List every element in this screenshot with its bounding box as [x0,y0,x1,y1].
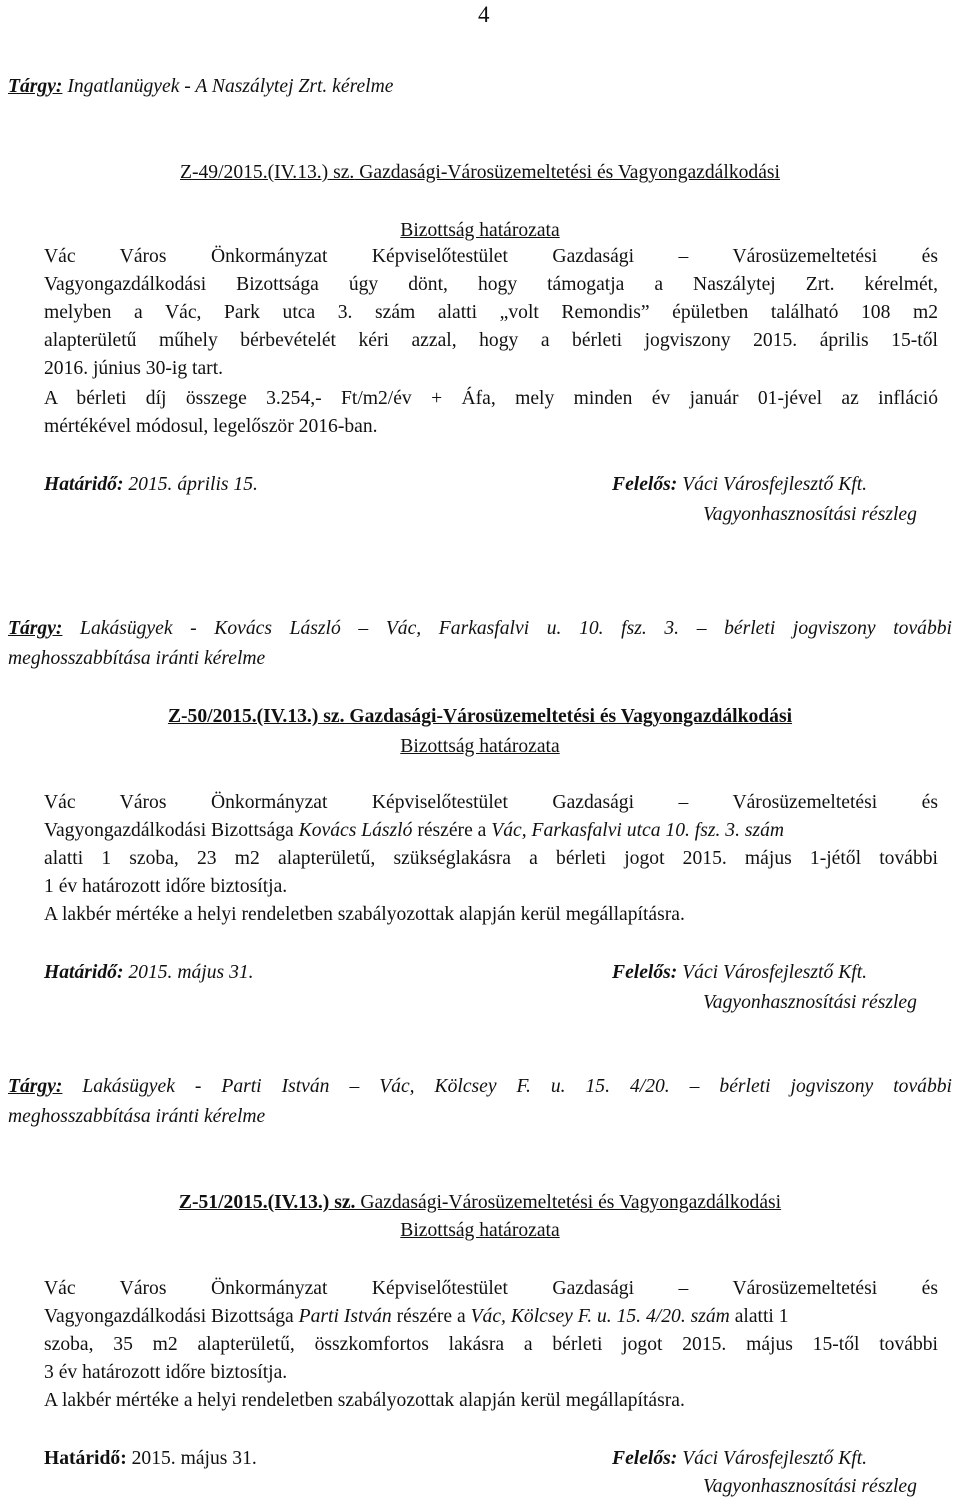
resolution-number [0,160,960,186]
subject-text: Lakásügyek - Parti István – Vác, Kölcsey F. u. 15. 4/20. – bérleti jogviszony további [82,1076,952,1097]
body-line-3: szoba, 35 m2 alapterületű, összkomfortos lakásra a bérleti jogot 2015. május 15-től további [44,1334,938,1355]
deadline-label: Határidő: [44,1448,127,1469]
resolution-title: Bizottság határozata [400,1220,560,1241]
responsible [612,1446,932,1472]
responsible [612,472,932,498]
address: Vác, Farkasfalvi utca 10. fsz. 3. szám [491,820,785,841]
deadline [44,960,444,986]
body-line-1: Vác Város Önkormányzat Képviselőtestület Gazdasági – Városüzemeltetési és [44,1278,938,1299]
deadline [44,472,444,498]
committee-name: Gazdasági-Városüzemeltetési és Vagyongazdálkodási [354,162,780,183]
body-text: alatti 1 [729,1306,789,1327]
responsible-label: Felelős: [612,962,678,983]
body-line-2 [44,1304,938,1330]
body-line-2 [44,818,938,844]
subject-label: Tárgy: [8,76,63,97]
subject-text: Ingatlanügyek - A Naszálytej Zrt. kérelme [62,76,394,97]
body-text: részére a [391,1306,471,1327]
body-text: Vagyongazdálkodási Bizottsága [44,1306,299,1327]
subject-line-2: meghosszabbítása iránti kérelme [8,648,266,669]
body-line-2: Vagyongazdálkodási Bizottsága úgy dönt, hogy támogatja a Naszálytej Zrt. kérelmét, [44,274,938,295]
page-number: 4 [478,2,490,27]
responsible-value: Váci Városfejlesztő Kft. [677,1448,868,1469]
subject-line [8,1074,952,1100]
responsible [612,960,932,986]
body-text: Vagyongazdálkodási Bizottsága [44,820,299,841]
body-line-1: Vác Város Önkormányzat Képviselőtestület Gazdasági – Városüzemeltetési és [44,792,938,813]
person-name: Parti István [298,1306,392,1327]
subject-line [8,74,952,100]
committee-name: Gazdasági-Városüzemeltetési és Vagyongazdálkodási [355,1192,782,1213]
body-line-4: alapterületű műhely bérbevételét kéri azzal, hogy a bérleti jogviszony 2015. április 15-től [44,330,938,351]
subject-label: Tárgy: [8,1076,63,1097]
deadline-label: Határidő: [44,962,124,983]
resolution-id: Z-51/2015.(IV.13.) sz. [178,1192,356,1213]
deadline [44,1446,444,1472]
resolution-title: Bizottság határozata [400,220,560,241]
body-line-5: 2016. június 30-ig tart. [44,358,224,379]
subject-text: Lakásügyek - Kovács László – Vác, Farkasfalvi u. 10. fsz. 3. – bérleti jogviszony további [80,618,952,639]
person-name: Kovács László [298,820,413,841]
deadline-value: 2015. április 15. [123,474,258,495]
body-line-6: A bérleti díj összege 3.254,- Ft/m2/év + Áfa, mely minden év január 01-jével az infláció [44,388,938,409]
body-line-5: A lakbér mértéke a helyi rendeletben szabályozottak alapján kerül megállapításra. [44,1390,685,1411]
subject-label: Tárgy: [8,618,63,639]
deadline-value: 2015. május 31. [126,1448,257,1469]
body-line-5: A lakbér mértéke a helyi rendeletben szabályozottak alapján kerül megállapításra. [44,904,685,925]
resolution-id: Z-49/2015.(IV.13.) sz. [180,162,355,183]
body-line-1: Vác Város Önkormányzat Képviselőtestület Gazdasági – Városüzemeltetési és [44,246,938,267]
responsible-unit: Vagyonhasznosítási részleg [703,504,917,525]
responsible-label: Felelős: [612,1448,678,1469]
body-text: részére a [412,820,492,841]
resolution-number [0,704,960,730]
address: Vác, Kölcsey F. u. 15. 4/20. szám [470,1306,730,1327]
deadline-label: Határidő: [44,474,124,495]
resolution-title: Bizottság határozata [400,736,560,757]
responsible-unit: Vagyonhasznosítási részleg [703,992,917,1013]
responsible-value: Váci Városfejlesztő Kft. [677,474,868,495]
body-line-4: 1 év határozott időre biztosítja. [44,876,288,897]
body-line-3: alatti 1 szoba, 23 m2 alapterületű, szükséglakásra a bérleti jogot 2015. május 1-jétől további [44,848,938,869]
responsible-unit: Vagyonhasznosítási részleg [703,1476,917,1497]
responsible-value: Váci Városfejlesztő Kft. [677,962,868,983]
deadline-value: 2015. május 31. [123,962,254,983]
body-line-4: 3 év határozott időre biztosítja. [44,1362,288,1383]
body-line-3: melyben a Vác, Park utca 3. szám alatti „volt Remondis” épületben található 108 m2 [44,302,938,323]
resolution-id: Z-50/2015.(IV.13.) sz. [167,706,345,727]
resolution-number [0,1190,960,1216]
subject-line-2: meghosszabbítása iránti kérelme [8,1106,266,1127]
responsible-label: Felelős: [612,474,678,495]
committee-name: Gazdasági-Városüzemeltetési és Vagyongazdálkodási [344,706,793,727]
subject-line [8,616,952,642]
body-line-7: mértékével módosul, legelőször 2016-ban. [44,416,378,437]
